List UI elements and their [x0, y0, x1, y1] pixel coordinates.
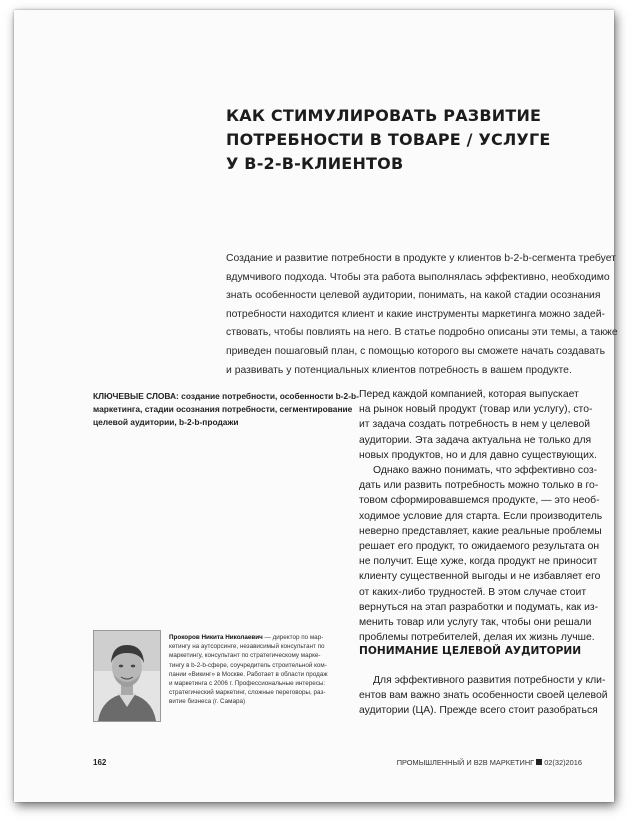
- author-name: Прокоров Никита Николаевич: [169, 634, 263, 641]
- body-line: дать или развить потребность можно только в го-: [359, 480, 599, 492]
- author-photo: [93, 630, 161, 722]
- magazine-name: ПРОМЫШЛЕННЫЙ И B2B МАРКЕТИНГ: [396, 758, 535, 767]
- keywords-block: [93, 390, 359, 429]
- bio-line: стратегический маркетинг, сложные переговоры, раз-: [169, 689, 326, 697]
- section-body: [359, 673, 608, 719]
- body-line: проблемы потребителей, делая их жизнь лучше.: [359, 632, 595, 644]
- lead-line: потребности находится клиент и какие инструменты маркетинга можно задей-: [226, 308, 605, 320]
- bio-line: кетингу на аутсорсинге, независимый консультант по: [169, 643, 325, 651]
- lead-line: Создание и развитие потребности в продукте у клиентов b-2-b-сегмента требует: [226, 253, 616, 264]
- issue-number: 02(32)2016: [544, 758, 582, 767]
- title-line: У B-2-B-КЛИЕНТОВ: [226, 154, 404, 173]
- bio-line: пании «Викинг» в Москве. Работает в области продаж: [169, 670, 328, 678]
- body-line: на рынок новый продукт (товар или услугу), сто-: [359, 404, 593, 416]
- lead-line: приведен пошаговый план, с помощью которого вы сможете начать создавать: [226, 345, 605, 357]
- body-line: неверно представляет, какие реальные проблемы: [359, 525, 602, 537]
- title-line: КАК СТИМУЛИРОВАТЬ РАЗВИТИЕ: [226, 106, 542, 125]
- bio-line: и маркетинга с 2006 г. Профессиональные интересы:: [169, 680, 326, 688]
- body-line: Перед каждой компанией, которая выпускает: [359, 389, 579, 400]
- body-line: аудитории. Эта задача актуальна не только для: [359, 434, 592, 446]
- square-bullet-icon: [536, 759, 542, 765]
- page-number: 162: [93, 758, 107, 767]
- body-line: вернуться на этап разработки и подумать, как из-: [359, 601, 599, 613]
- magazine-page: [14, 10, 618, 802]
- body-line: менить товар или услугу так, чтобы они решали: [359, 617, 592, 629]
- lead-line: вдумчивого подхода. Чтобы эта работа выполнялась эффективно, необходимо: [226, 271, 610, 283]
- body-line: Однако важно понимать, что эффективно соз-: [373, 465, 598, 477]
- bio-line: тингу в b-2-b-сфере, соучредитель строительной ком-: [169, 661, 327, 669]
- article-lead: [226, 250, 618, 380]
- keywords-line: КЛЮЧЕВЫЕ СЛОВА: создание потребности, особенности b-2-b-: [93, 391, 359, 401]
- lead-line: знать особенности целевой аудитории, понимать, на какой стадии осознания: [226, 290, 601, 302]
- section-line: ентов вам важно знать особенности своей целевой: [359, 690, 608, 702]
- magazine-footer: [397, 758, 582, 767]
- article-title: [226, 104, 551, 176]
- body-line: новых продуктов, но и для давно существующих.: [359, 449, 597, 461]
- body-line: товом сформировавшемся продукте, — это необ-: [359, 495, 600, 507]
- body-line: от каких-либо трудностей. В этом случае стоит: [359, 586, 587, 598]
- bio-line: маркетингу, консультант по стратегическому марке-: [169, 652, 321, 660]
- body-line: не получит. Еще хуже, когда продукт не приносит: [359, 556, 598, 568]
- section-heading: ПОНИМАНИЕ ЦЕЛЕВОЙ АУДИТОРИИ: [359, 645, 582, 657]
- body-line: решает его продукт, то ожидаемого результата он: [359, 541, 600, 553]
- bio-line: — директор по мар-: [262, 634, 324, 641]
- section-line: аудитории (ЦА). Прежде всего стоит разобраться: [359, 705, 598, 717]
- section-line: Для эффективного развития потребности у кли-: [373, 675, 606, 686]
- body-line: клиенту существенной выгоды и не избавляет его: [359, 571, 601, 583]
- keywords-line: целевой аудитории, b-2-b-продажи: [93, 417, 239, 427]
- lead-line: и развивать у потенциальных клиентов потребность в вашем продукте.: [226, 364, 572, 376]
- body-line: ит задача создать потребность в нем у целевой: [359, 419, 591, 431]
- article-body: [359, 387, 603, 645]
- author-bio: [169, 633, 339, 707]
- author-portrait-image: [94, 631, 160, 721]
- title-line: ПОТРЕБНОСТИ В ТОВАРЕ / УСЛУГЕ: [226, 130, 551, 149]
- keywords-line: маркетинга, стадии осознания потребности, сегментирование: [93, 404, 353, 414]
- bio-line: витие бизнеса (г. Самара): [169, 698, 246, 706]
- body-line: ходимое условие для старта. Если производитель: [359, 510, 603, 522]
- lead-line: ствовать, чтобы повлиять на него. В статье подробно описаны эти темы, а также: [226, 327, 618, 339]
